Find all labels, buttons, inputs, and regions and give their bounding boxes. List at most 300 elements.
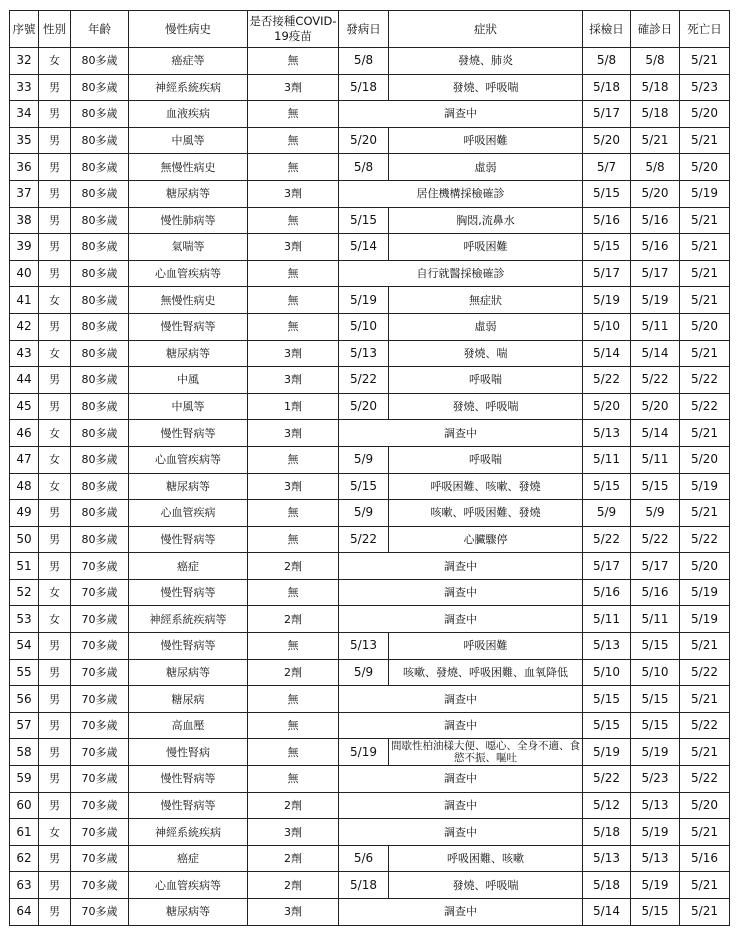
cell-onset: 5/8 [339, 48, 389, 75]
header-cell-test-date: 採檢日 [583, 11, 631, 48]
cell-id: 59 [10, 766, 39, 793]
cell-confirm-date: 5/11 [631, 446, 680, 473]
cell-death-date: 5/21 [680, 633, 730, 660]
cell-onset: 5/15 [339, 207, 389, 234]
cell-onset: 5/10 [339, 313, 389, 340]
cell-vaccine: 2劑 [248, 553, 339, 580]
cell-investigation-note: 調查中 [339, 553, 583, 580]
cell-sex: 男 [39, 712, 71, 739]
cell-sex: 男 [39, 845, 71, 872]
cell-id: 38 [10, 207, 39, 234]
cell-investigation-note: 調查中 [339, 579, 583, 606]
cell-confirm-date: 5/11 [631, 313, 680, 340]
cell-sex: 女 [39, 287, 71, 314]
header-cell-symptoms: 症狀 [389, 11, 583, 48]
cell-id: 41 [10, 287, 39, 314]
header-cell-death-date: 死亡日 [680, 11, 730, 48]
cell-confirm-date: 5/8 [631, 154, 680, 181]
cell-sex: 男 [39, 393, 71, 420]
cell-id: 37 [10, 180, 39, 207]
cell-sex: 男 [39, 899, 71, 926]
cell-investigation-note: 調查中 [339, 766, 583, 793]
cell-id: 64 [10, 899, 39, 926]
cell-history: 糖尿病等 [129, 180, 248, 207]
cell-sex: 男 [39, 207, 71, 234]
cell-vaccine: 3劑 [248, 74, 339, 101]
cell-vaccine: 2劑 [248, 872, 339, 899]
cell-id: 43 [10, 340, 39, 367]
cell-age: 80多歲 [71, 526, 129, 553]
cell-sex: 女 [39, 579, 71, 606]
cell-history: 心血管疾病等 [129, 260, 248, 287]
cell-id: 53 [10, 606, 39, 633]
table-row [10, 260, 730, 287]
table-row [10, 606, 730, 633]
cell-investigation-note: 調查中 [339, 712, 583, 739]
cell-test-date: 5/19 [583, 287, 631, 314]
cell-id: 32 [10, 48, 39, 75]
cell-death-date: 5/21 [680, 420, 730, 447]
cell-death-date: 5/21 [680, 500, 730, 527]
cell-sex: 男 [39, 154, 71, 181]
cell-sex: 女 [39, 819, 71, 846]
cell-history: 糖尿病等 [129, 899, 248, 926]
cell-age: 70多歲 [71, 633, 129, 660]
cell-investigation-note: 調查中 [339, 420, 583, 447]
cell-id: 51 [10, 553, 39, 580]
cell-death-date: 5/21 [680, 207, 730, 234]
cell-age: 70多歲 [71, 792, 129, 819]
cell-test-date: 5/7 [583, 154, 631, 181]
cell-vaccine: 無 [248, 287, 339, 314]
cell-age: 70多歲 [71, 819, 129, 846]
cell-onset: 5/8 [339, 154, 389, 181]
cell-death-date: 5/21 [680, 127, 730, 154]
cell-history: 中風等 [129, 127, 248, 154]
cell-history: 慢性腎病等 [129, 792, 248, 819]
cell-test-date: 5/15 [583, 712, 631, 739]
cell-sex: 男 [39, 659, 71, 686]
cell-id: 33 [10, 74, 39, 101]
cell-sex: 男 [39, 180, 71, 207]
cell-death-date: 5/19 [680, 579, 730, 606]
table-row [10, 287, 730, 314]
cell-vaccine: 無 [248, 446, 339, 473]
cell-confirm-date: 5/15 [631, 686, 680, 713]
cell-age: 80多歲 [71, 420, 129, 447]
cell-death-date: 5/20 [680, 792, 730, 819]
cell-death-date: 5/20 [680, 446, 730, 473]
cell-age: 80多歲 [71, 260, 129, 287]
cell-sex: 男 [39, 127, 71, 154]
cell-test-date: 5/12 [583, 792, 631, 819]
cell-vaccine: 3劑 [248, 473, 339, 500]
cell-death-date: 5/21 [680, 234, 730, 261]
cell-vaccine: 無 [248, 500, 339, 527]
cell-onset: 5/9 [339, 659, 389, 686]
cell-confirm-date: 5/16 [631, 579, 680, 606]
table-row [10, 553, 730, 580]
cell-age: 80多歲 [71, 180, 129, 207]
cell-test-date: 5/19 [583, 739, 631, 766]
cell-sex: 男 [39, 313, 71, 340]
cell-death-date: 5/20 [680, 101, 730, 128]
cell-death-date: 5/22 [680, 766, 730, 793]
cell-symptoms: 發燒、呼吸喘 [389, 393, 583, 420]
cell-symptoms: 發燒、呼吸喘 [389, 74, 583, 101]
cell-id: 36 [10, 154, 39, 181]
table-row [10, 686, 730, 713]
cell-symptoms: 胸悶,流鼻水 [389, 207, 583, 234]
cell-history: 高血壓 [129, 712, 248, 739]
table-row [10, 393, 730, 420]
cell-test-date: 5/10 [583, 659, 631, 686]
cell-sex: 男 [39, 234, 71, 261]
cell-history: 糖尿病 [129, 686, 248, 713]
cell-symptoms: 呼吸喘 [389, 367, 583, 394]
cell-symptoms: 咳嗽、呼吸困難、發燒 [389, 500, 583, 527]
table-row [10, 154, 730, 181]
cell-confirm-date: 5/19 [631, 287, 680, 314]
cell-history: 心血管疾病等 [129, 872, 248, 899]
table-body [10, 48, 730, 926]
cell-id: 61 [10, 819, 39, 846]
cell-symptoms: 發燒、呼吸喘 [389, 872, 583, 899]
cell-test-date: 5/15 [583, 234, 631, 261]
cell-history: 中風等 [129, 393, 248, 420]
cell-death-date: 5/20 [680, 154, 730, 181]
cell-investigation-note: 調查中 [339, 819, 583, 846]
cell-death-date: 5/21 [680, 819, 730, 846]
cell-symptoms: 呼吸困難 [389, 234, 583, 261]
cell-onset: 5/22 [339, 526, 389, 553]
table-row [10, 659, 730, 686]
cell-id: 39 [10, 234, 39, 261]
cell-id: 62 [10, 845, 39, 872]
cell-age: 70多歲 [71, 845, 129, 872]
cell-history: 癌症 [129, 845, 248, 872]
cell-test-date: 5/20 [583, 127, 631, 154]
cell-vaccine: 無 [248, 739, 339, 766]
cell-symptoms: 呼吸困難 [389, 633, 583, 660]
cell-age: 80多歲 [71, 101, 129, 128]
cell-confirm-date: 5/8 [631, 48, 680, 75]
cell-history: 慢性腎病等 [129, 579, 248, 606]
cell-id: 54 [10, 633, 39, 660]
cell-death-date: 5/21 [680, 340, 730, 367]
cell-test-date: 5/10 [583, 313, 631, 340]
cell-symptoms: 發燒、肺炎 [389, 48, 583, 75]
cell-death-date: 5/22 [680, 367, 730, 394]
cell-vaccine: 無 [248, 260, 339, 287]
cell-sex: 男 [39, 766, 71, 793]
cell-age: 80多歲 [71, 367, 129, 394]
cell-death-date: 5/22 [680, 712, 730, 739]
cell-death-date: 5/22 [680, 526, 730, 553]
cell-vaccine: 3劑 [248, 234, 339, 261]
table-row [10, 845, 730, 872]
cell-onset: 5/13 [339, 340, 389, 367]
cell-vaccine: 2劑 [248, 792, 339, 819]
table-row [10, 633, 730, 660]
cell-onset: 5/9 [339, 500, 389, 527]
cell-death-date: 5/16 [680, 845, 730, 872]
cell-vaccine: 無 [248, 526, 339, 553]
cell-confirm-date: 5/20 [631, 180, 680, 207]
cell-death-date: 5/21 [680, 48, 730, 75]
cell-death-date: 5/22 [680, 659, 730, 686]
cell-symptoms: 虛弱 [389, 313, 583, 340]
cell-investigation-note: 調查中 [339, 899, 583, 926]
cell-confirm-date: 5/18 [631, 101, 680, 128]
cell-sex: 女 [39, 48, 71, 75]
cell-test-date: 5/13 [583, 633, 631, 660]
table-row [10, 48, 730, 75]
table-row [10, 313, 730, 340]
cell-investigation-note: 自行就醫採檢確診 [339, 260, 583, 287]
table-row [10, 500, 730, 527]
cell-symptoms: 心臟驟停 [389, 526, 583, 553]
cell-test-date: 5/16 [583, 207, 631, 234]
cell-history: 神經系統疾病等 [129, 606, 248, 633]
cell-id: 50 [10, 526, 39, 553]
cell-confirm-date: 5/13 [631, 845, 680, 872]
cell-id: 34 [10, 101, 39, 128]
cell-death-date: 5/19 [680, 180, 730, 207]
cell-symptoms: 呼吸困難、咳嗽、發燒 [389, 473, 583, 500]
cell-death-date: 5/21 [680, 287, 730, 314]
cell-death-date: 5/19 [680, 606, 730, 633]
cell-test-date: 5/11 [583, 446, 631, 473]
cell-death-date: 5/20 [680, 553, 730, 580]
cell-vaccine: 無 [248, 686, 339, 713]
header-cell-sex: 性別 [39, 11, 71, 48]
table-row [10, 367, 730, 394]
cell-vaccine: 3劑 [248, 180, 339, 207]
cell-onset: 5/22 [339, 367, 389, 394]
cell-death-date: 5/23 [680, 74, 730, 101]
cell-vaccine: 2劑 [248, 845, 339, 872]
cell-age: 80多歲 [71, 154, 129, 181]
cell-history: 氣喘等 [129, 234, 248, 261]
cell-investigation-note: 調查中 [339, 101, 583, 128]
cell-age: 80多歲 [71, 207, 129, 234]
cell-onset: 5/15 [339, 473, 389, 500]
cell-age: 80多歲 [71, 340, 129, 367]
cell-age: 70多歲 [71, 659, 129, 686]
cell-test-date: 5/20 [583, 393, 631, 420]
cell-history: 神經系統疾病 [129, 74, 248, 101]
cell-investigation-note: 調查中 [339, 792, 583, 819]
cell-history: 慢性腎病等 [129, 526, 248, 553]
cell-death-date: 5/19 [680, 473, 730, 500]
cell-symptoms: 呼吸喘 [389, 446, 583, 473]
cell-sex: 男 [39, 872, 71, 899]
cell-confirm-date: 5/19 [631, 872, 680, 899]
cell-confirm-date: 5/16 [631, 234, 680, 261]
cell-confirm-date: 5/15 [631, 712, 680, 739]
cell-onset: 5/9 [339, 446, 389, 473]
table-row [10, 101, 730, 128]
cell-onset: 5/18 [339, 74, 389, 101]
cell-symptoms: 咳嗽、發燒、呼吸困難、血氧降低 [389, 659, 583, 686]
cell-id: 40 [10, 260, 39, 287]
cell-id: 42 [10, 313, 39, 340]
header-cell-onset: 發病日 [339, 11, 389, 48]
table-row [10, 739, 730, 766]
cell-age: 80多歲 [71, 446, 129, 473]
cell-confirm-date: 5/15 [631, 899, 680, 926]
cell-vaccine: 無 [248, 48, 339, 75]
cell-id: 52 [10, 579, 39, 606]
cell-test-date: 5/18 [583, 819, 631, 846]
cell-history: 慢性肺病等 [129, 207, 248, 234]
cell-test-date: 5/8 [583, 48, 631, 75]
cell-sex: 男 [39, 101, 71, 128]
cell-onset: 5/6 [339, 845, 389, 872]
cell-history: 慢性腎病等 [129, 420, 248, 447]
cell-test-date: 5/15 [583, 473, 631, 500]
cell-age: 80多歲 [71, 500, 129, 527]
table-row [10, 420, 730, 447]
cell-confirm-date: 5/22 [631, 367, 680, 394]
cell-confirm-date: 5/13 [631, 792, 680, 819]
cell-onset: 5/18 [339, 872, 389, 899]
cell-vaccine: 無 [248, 207, 339, 234]
cell-death-date: 5/21 [680, 260, 730, 287]
cell-history: 無慢性病史 [129, 287, 248, 314]
cell-confirm-date: 5/9 [631, 500, 680, 527]
cell-investigation-note: 調查中 [339, 606, 583, 633]
table-row [10, 180, 730, 207]
table-row [10, 792, 730, 819]
cell-age: 80多歲 [71, 473, 129, 500]
cell-age: 80多歲 [71, 48, 129, 75]
cell-confirm-date: 5/11 [631, 606, 680, 633]
cell-age: 70多歲 [71, 579, 129, 606]
cell-vaccine: 無 [248, 101, 339, 128]
cell-age: 70多歲 [71, 686, 129, 713]
cell-test-date: 5/13 [583, 845, 631, 872]
cell-age: 80多歲 [71, 287, 129, 314]
cell-onset: 5/14 [339, 234, 389, 261]
table-row [10, 579, 730, 606]
cell-history: 心血管疾病等 [129, 446, 248, 473]
cell-history: 慢性腎病等 [129, 766, 248, 793]
table-header [10, 11, 730, 48]
cell-death-date: 5/21 [680, 686, 730, 713]
cell-onset: 5/19 [339, 287, 389, 314]
cell-vaccine: 3劑 [248, 899, 339, 926]
case-table [9, 10, 730, 926]
cell-sex: 男 [39, 367, 71, 394]
cell-test-date: 5/16 [583, 579, 631, 606]
cell-test-date: 5/14 [583, 899, 631, 926]
table-row [10, 340, 730, 367]
cell-symptoms: 發燒、喘 [389, 340, 583, 367]
cell-test-date: 5/15 [583, 180, 631, 207]
cell-vaccine: 3劑 [248, 340, 339, 367]
cell-sex: 女 [39, 606, 71, 633]
cell-symptoms: 呼吸困難、咳嗽 [389, 845, 583, 872]
cell-age: 80多歲 [71, 234, 129, 261]
table-row [10, 899, 730, 926]
cell-age: 80多歲 [71, 313, 129, 340]
cell-death-date: 5/21 [680, 739, 730, 766]
header-cell-history: 慢性病史 [129, 11, 248, 48]
cell-confirm-date: 5/21 [631, 127, 680, 154]
cell-sex: 男 [39, 260, 71, 287]
cell-death-date: 5/21 [680, 899, 730, 926]
cell-confirm-date: 5/10 [631, 659, 680, 686]
cell-confirm-date: 5/17 [631, 553, 680, 580]
cell-history: 中風 [129, 367, 248, 394]
cell-age: 70多歲 [71, 553, 129, 580]
header-row [10, 11, 730, 48]
cell-vaccine: 3劑 [248, 420, 339, 447]
cell-test-date: 5/22 [583, 526, 631, 553]
table-row [10, 819, 730, 846]
cell-confirm-date: 5/15 [631, 633, 680, 660]
cell-sex: 男 [39, 792, 71, 819]
cell-age: 70多歲 [71, 712, 129, 739]
table-row [10, 872, 730, 899]
cell-age: 70多歲 [71, 899, 129, 926]
table-row [10, 234, 730, 261]
cell-test-date: 5/11 [583, 606, 631, 633]
cell-test-date: 5/15 [583, 686, 631, 713]
cell-history: 慢性腎病 [129, 739, 248, 766]
cell-confirm-date: 5/14 [631, 340, 680, 367]
cell-confirm-date: 5/18 [631, 74, 680, 101]
cell-vaccine: 3劑 [248, 819, 339, 846]
cell-test-date: 5/17 [583, 260, 631, 287]
cell-history: 慢性腎病等 [129, 313, 248, 340]
cell-investigation-note: 居住機構採檢確診 [339, 180, 583, 207]
cell-symptoms: 無症狀 [389, 287, 583, 314]
cell-age: 70多歲 [71, 606, 129, 633]
cell-vaccine: 無 [248, 712, 339, 739]
cell-id: 45 [10, 393, 39, 420]
cell-confirm-date: 5/19 [631, 739, 680, 766]
cell-age: 70多歲 [71, 872, 129, 899]
cell-onset: 5/13 [339, 633, 389, 660]
cell-vaccine: 無 [248, 633, 339, 660]
cell-sex: 男 [39, 739, 71, 766]
cell-id: 35 [10, 127, 39, 154]
cell-id: 55 [10, 659, 39, 686]
cell-age: 80多歲 [71, 393, 129, 420]
cell-confirm-date: 5/19 [631, 819, 680, 846]
cell-age: 80多歲 [71, 127, 129, 154]
table-row [10, 207, 730, 234]
cell-history: 血液疾病 [129, 101, 248, 128]
table-row [10, 712, 730, 739]
cell-age: 70多歲 [71, 739, 129, 766]
cell-symptoms: 間歇性柏油樣大便、噁心、全身不適、食慾不振、嘔吐 [389, 739, 583, 766]
header-cell-confirm-date: 確診日 [631, 11, 680, 48]
cell-id: 58 [10, 739, 39, 766]
cell-test-date: 5/17 [583, 553, 631, 580]
cell-id: 47 [10, 446, 39, 473]
cell-death-date: 5/22 [680, 393, 730, 420]
cell-history: 慢性腎病等 [129, 633, 248, 660]
cell-symptoms: 虛弱 [389, 154, 583, 181]
cell-vaccine: 無 [248, 579, 339, 606]
cell-id: 63 [10, 872, 39, 899]
cell-confirm-date: 5/20 [631, 393, 680, 420]
cell-sex: 男 [39, 553, 71, 580]
